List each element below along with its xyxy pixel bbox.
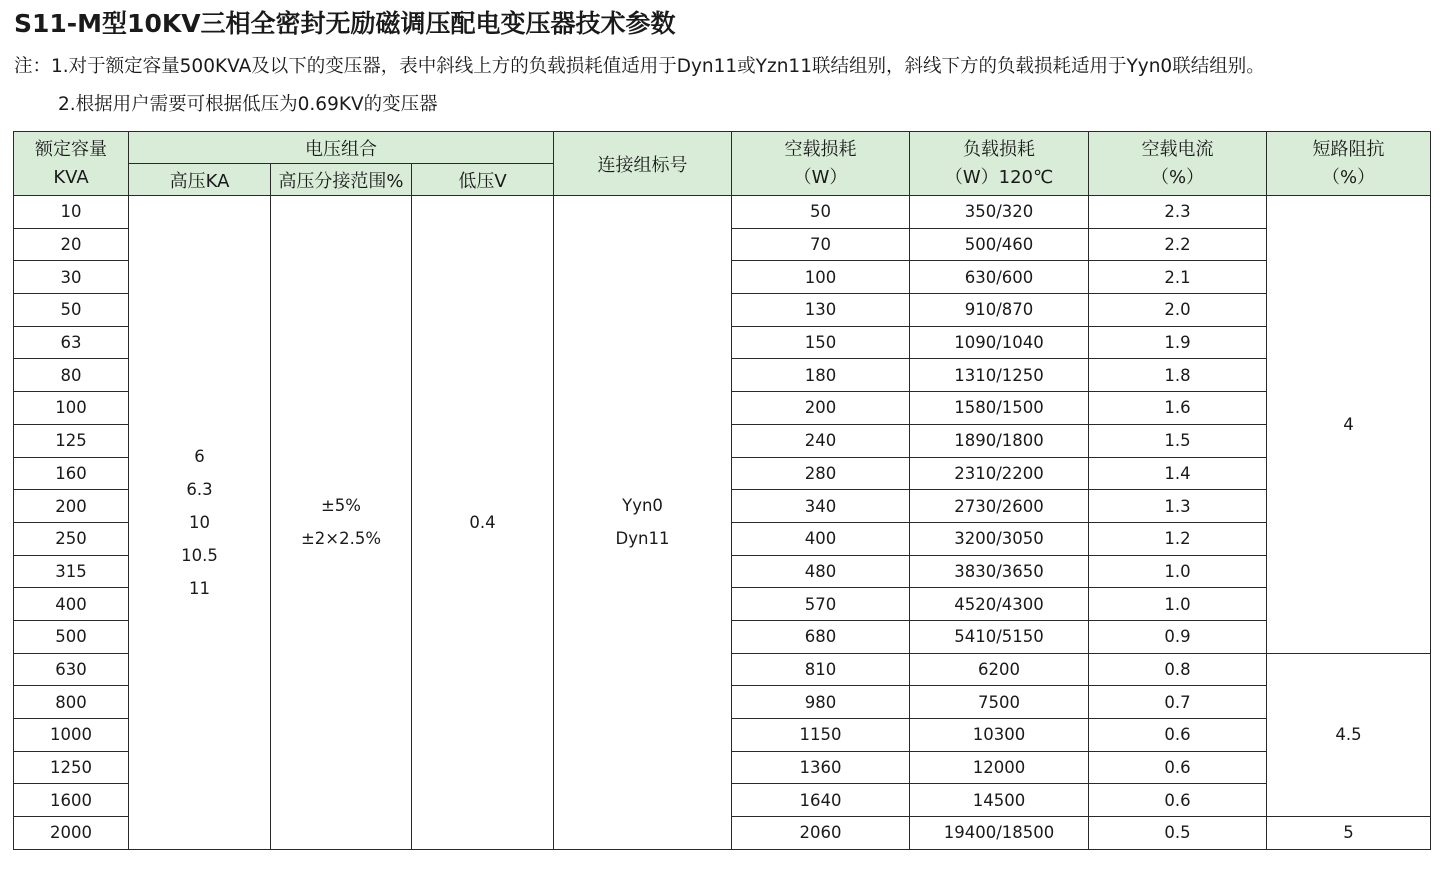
capacity-cell: 1600 [14,784,129,817]
capacity-cell: 800 [14,686,129,719]
noload-loss-cell: 1150 [732,719,910,752]
capacity-cell: 1250 [14,751,129,784]
note-2: 2.根据用户需要可根据低压为0.69KV的变压器 [58,94,438,115]
noload-current-cell: 0.7 [1089,686,1267,719]
load-loss-cell: 1310/1250 [910,359,1089,392]
noload-loss-cell: 1640 [732,784,910,817]
load-loss-cell: 7500 [910,686,1089,719]
header-lv: 低压V [412,164,554,196]
impedance-cell: 5 [1267,817,1431,850]
noload-loss-cell: 240 [732,424,910,457]
noload-current-cell: 1.4 [1089,457,1267,490]
capacity-cell: 10 [14,196,129,229]
noload-loss-cell: 680 [732,620,910,653]
noload-loss-cell: 130 [732,294,910,327]
load-loss-cell: 5410/5150 [910,620,1089,653]
table-row [14,196,1431,229]
noload-current-cell: 1.5 [1089,424,1267,457]
noload-current-cell: 1.0 [1089,555,1267,588]
load-loss-cell: 630/600 [910,261,1089,294]
header-voltage-group: 电压组合 [129,132,554,164]
noload-current-cell: 2.0 [1089,294,1267,327]
noload-loss-cell: 50 [732,196,910,229]
noload-current-cell: 2.3 [1089,196,1267,229]
vector-group-cell [554,196,732,850]
capacity-cell: 20 [14,228,129,261]
load-loss-cell: 12000 [910,751,1089,784]
capacity-cell: 100 [14,392,129,425]
noload-current-cell: 2.2 [1089,228,1267,261]
page-title: S11-M型10KV三相全密封无励磁调压配电变压器技术参数 [14,9,676,38]
noload-loss-cell: 2060 [732,817,910,850]
hv-cell-value: 6.3 [186,479,213,499]
noload-current-cell: 1.3 [1089,490,1267,523]
capacity-cell: 2000 [14,817,129,850]
noload-loss-cell: 1360 [732,751,910,784]
load-loss-cell: 910/870 [910,294,1089,327]
capacity-cell: 630 [14,653,129,686]
load-loss-cell: 4520/4300 [910,588,1089,621]
capacity-cell: 30 [14,261,129,294]
tap-range-cell [271,196,412,850]
noload-loss-cell: 980 [732,686,910,719]
capacity-cell: 50 [14,294,129,327]
noload-loss-cell: 480 [732,555,910,588]
header-hv: 高压KA [129,164,271,196]
capacity-cell: 250 [14,522,129,555]
header-vector-group: 连接组标号 [554,132,732,196]
noload-current-cell: 0.5 [1089,817,1267,850]
lv-cell: 0.4 [412,196,554,850]
capacity-cell: 160 [14,457,129,490]
noload-current-cell: 0.6 [1089,719,1267,752]
hv-cell [129,196,271,850]
hv-cell-value: 10.5 [181,545,218,565]
note-1: 注：1.对于额定容量500KVA及以下的变压器，表中斜线上方的负载损耗值适用于Dyn11或Yzn11联结组别，斜线下方的负载损耗适用于Yyn0联结组别。 [14,56,1265,77]
noload-loss-cell: 200 [732,392,910,425]
header-noload-current: 空载电流 （%） [1089,132,1267,196]
noload-loss-cell: 810 [732,653,910,686]
noload-current-cell: 1.2 [1089,522,1267,555]
header-impedance: 短路阻抗 （%） [1267,132,1431,196]
load-loss-cell: 2730/2600 [910,490,1089,523]
capacity-cell: 400 [14,588,129,621]
load-loss-cell: 1090/1040 [910,326,1089,359]
hv-cell-value: 10 [189,512,210,532]
noload-current-cell: 1.8 [1089,359,1267,392]
load-loss-cell: 500/460 [910,228,1089,261]
capacity-cell: 1000 [14,719,129,752]
capacity-cell: 125 [14,424,129,457]
header-load-loss: 负载损耗 （W）120℃ [910,132,1089,196]
noload-loss-cell: 570 [732,588,910,621]
noload-current-cell: 1.6 [1089,392,1267,425]
hv-cell-value: 11 [189,578,210,598]
noload-current-cell: 0.6 [1089,784,1267,817]
noload-loss-cell: 280 [732,457,910,490]
load-loss-cell: 3200/3050 [910,522,1089,555]
header-capacity: 额定容量 KVA [14,132,129,196]
capacity-cell: 63 [14,326,129,359]
noload-current-cell: 0.9 [1089,620,1267,653]
tap-range-cell-value: ±5% [320,496,361,516]
noload-loss-cell: 400 [732,522,910,555]
load-loss-cell: 14500 [910,784,1089,817]
capacity-cell: 200 [14,490,129,523]
load-loss-cell: 1890/1800 [910,424,1089,457]
capacity-cell: 80 [14,359,129,392]
load-loss-cell: 350/320 [910,196,1089,229]
load-loss-cell: 19400/18500 [910,817,1089,850]
impedance-cell: 4 [1267,196,1431,654]
noload-loss-cell: 340 [732,490,910,523]
header-noload-loss: 空载损耗 （W） [732,132,910,196]
vector-group-cell-value: Yyn0 [622,496,663,516]
load-loss-cell: 2310/2200 [910,457,1089,490]
tap-range-cell-value: ±2×2.5% [300,529,382,549]
hv-cell-value: 6 [194,446,205,466]
load-loss-cell: 3830/3650 [910,555,1089,588]
noload-current-cell: 0.6 [1089,751,1267,784]
capacity-cell: 500 [14,620,129,653]
noload-loss-cell: 180 [732,359,910,392]
spec-table [13,131,1431,850]
noload-loss-cell: 70 [732,228,910,261]
load-loss-cell: 1580/1500 [910,392,1089,425]
noload-current-cell: 0.8 [1089,653,1267,686]
load-loss-cell: 10300 [910,719,1089,752]
noload-loss-cell: 150 [732,326,910,359]
header-tap-range: 高压分接范围% [271,164,412,196]
noload-current-cell: 1.9 [1089,326,1267,359]
noload-current-cell: 1.0 [1089,588,1267,621]
noload-current-cell: 2.1 [1089,261,1267,294]
load-loss-cell: 6200 [910,653,1089,686]
vector-group-cell-value: Dyn11 [615,529,670,549]
noload-loss-cell: 100 [732,261,910,294]
impedance-cell: 4.5 [1267,653,1431,816]
capacity-cell: 315 [14,555,129,588]
